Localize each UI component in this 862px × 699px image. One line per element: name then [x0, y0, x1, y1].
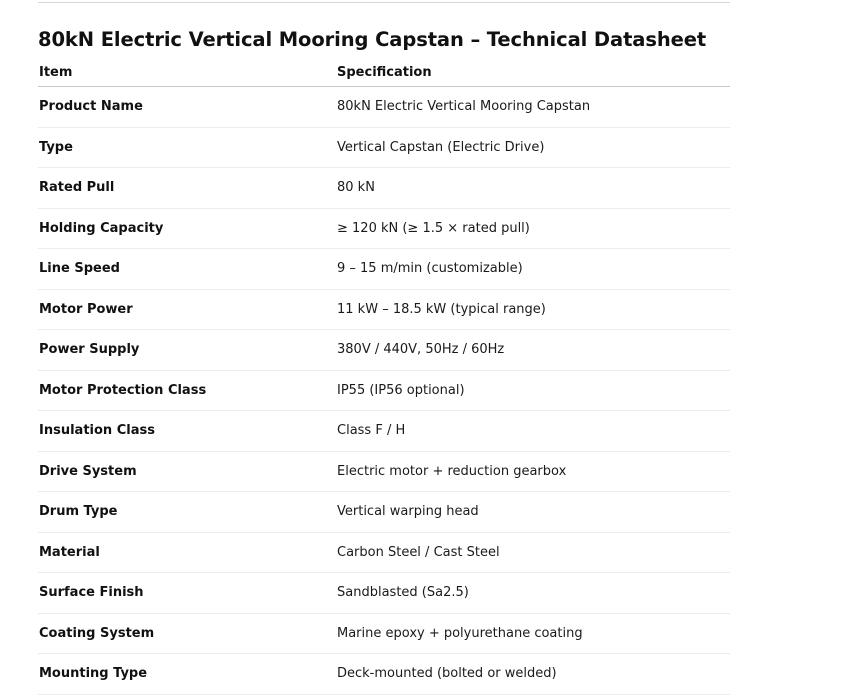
row-spec-value: Vertical warping head — [336, 492, 730, 533]
row-spec-value: 9 – 15 m/min (customizable) — [336, 249, 730, 290]
table-row — [38, 654, 730, 695]
table-header-row — [38, 58, 730, 87]
row-spec-value: ≥ 120 kN (≥ 1.5 × rated pull) — [336, 208, 730, 249]
row-item-label: Line Speed — [38, 249, 336, 290]
table-row — [38, 168, 730, 209]
row-spec-value: Marine epoxy + polyurethane coating — [336, 613, 730, 654]
table-row — [38, 87, 730, 128]
column-header-specification: Specification — [336, 58, 730, 87]
row-spec-value: Vertical Capstan (Electric Drive) — [336, 127, 730, 168]
table-row — [38, 289, 730, 330]
row-spec-value: 80kN Electric Vertical Mooring Capstan — [336, 87, 730, 128]
row-spec-value: Class F / H — [336, 411, 730, 452]
table-row — [38, 492, 730, 533]
row-item-label: Motor Protection Class — [38, 370, 336, 411]
row-item-label: Coating System — [38, 613, 336, 654]
table-row — [38, 451, 730, 492]
table-row — [38, 330, 730, 371]
row-spec-value: Electric motor + reduction gearbox — [336, 451, 730, 492]
row-spec-value: Sandblasted (Sa2.5) — [336, 573, 730, 614]
row-spec-value: Deck-mounted (bolted or welded) — [336, 654, 730, 695]
row-spec-value: 80 kN — [336, 168, 730, 209]
table-row — [38, 411, 730, 452]
table-row — [38, 127, 730, 168]
row-item-label: Power Supply — [38, 330, 336, 371]
row-spec-value: IP55 (IP56 optional) — [336, 370, 730, 411]
row-item-label: Holding Capacity — [38, 208, 336, 249]
table-row — [38, 532, 730, 573]
spec-table — [38, 58, 730, 695]
table-row — [38, 370, 730, 411]
row-item-label: Drum Type — [38, 492, 336, 533]
table-row — [38, 573, 730, 614]
table-row — [38, 613, 730, 654]
row-spec-value: Carbon Steel / Cast Steel — [336, 532, 730, 573]
row-item-label: Product Name — [38, 87, 336, 128]
table-row — [38, 249, 730, 290]
row-item-label: Insulation Class — [38, 411, 336, 452]
column-header-item: Item — [38, 58, 336, 87]
page-title: 80kN Electric Vertical Mooring Capstan – Technical Datasheet — [38, 28, 707, 51]
table-row — [38, 208, 730, 249]
row-item-label: Type — [38, 127, 336, 168]
row-item-label: Motor Power — [38, 289, 336, 330]
row-spec-value: 380V / 440V, 50Hz / 60Hz — [336, 330, 730, 371]
row-spec-value: 11 kW – 18.5 kW (typical range) — [336, 289, 730, 330]
row-item-label: Mounting Type — [38, 654, 336, 695]
row-item-label: Drive System — [38, 451, 336, 492]
row-item-label: Material — [38, 532, 336, 573]
row-item-label: Rated Pull — [38, 168, 336, 209]
row-item-label: Surface Finish — [38, 573, 336, 614]
top-divider — [38, 2, 730, 3]
